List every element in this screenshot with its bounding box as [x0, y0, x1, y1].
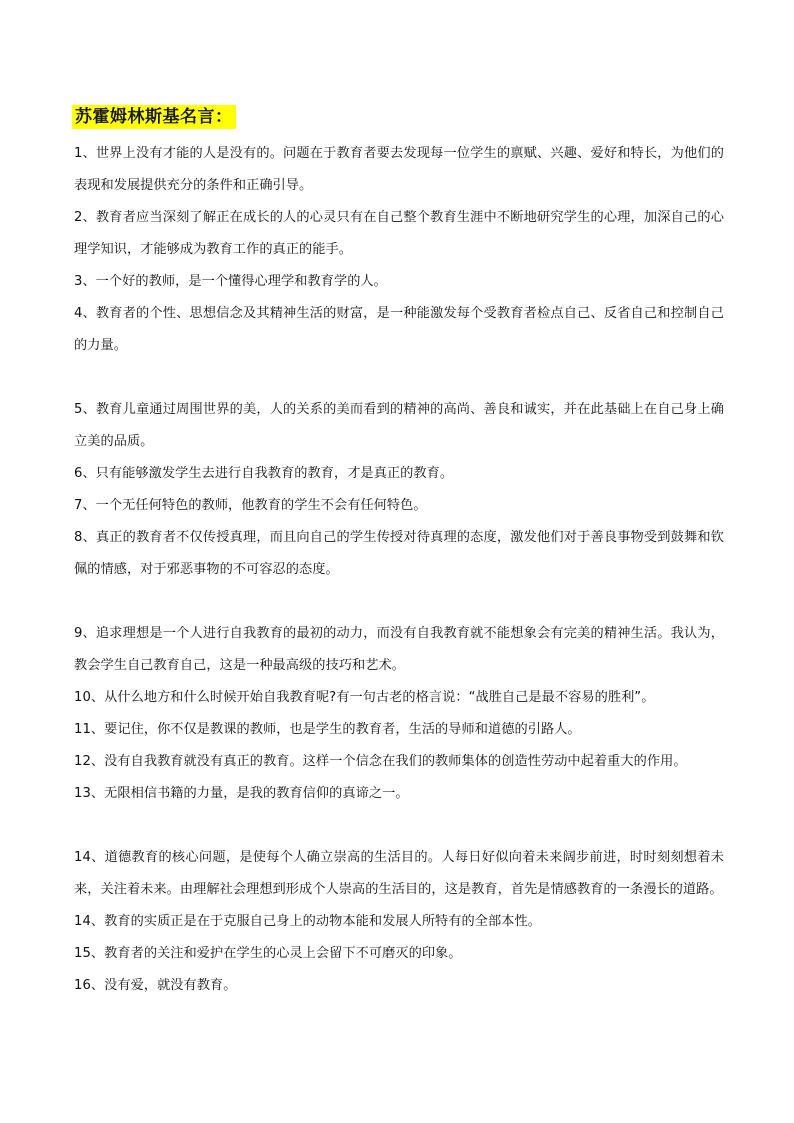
quote-14a: 14、道德教育的核心问题，是使每个人确立崇高的生活目的。人每日好似向着未来阔步前进，时时刻刻想着未来，关注着未来。由理解社会理想到形成个人崇高的生活目的，这是教育，首先是情感教育的一条漫长的道路。 [74, 850, 724, 897]
quote-14b: 14、教育的实质正是在于克服自己身上的动物本能和发展人所特有的全部本性。 [74, 914, 541, 929]
quote-13: 13、无限相信书籍的力量，是我的教育信仰的真谛之一。 [74, 786, 409, 801]
quote-4: 4、教育者的个性、思想信念及其精神生活的财富，是一种能激发每个受教育者检点自己、反省自己和控制自己的力量。 [74, 306, 724, 353]
section-gap [74, 810, 724, 842]
page-title: 苏霍姆林斯基名言： [72, 105, 236, 129]
section-gap [74, 362, 724, 394]
quote-10: 10、从什么地方和什么时候开始自我教育呢?有一句古老的格言说：“战胜自己是最不容易的胜利”。 [74, 690, 655, 705]
quote-7: 7、一个无任何特色的教师，他教育的学生不会有任何特色。 [74, 498, 427, 513]
quote-6: 6、只有能够激发学生去进行自我教育的教育，才是真正的教育。 [74, 466, 454, 481]
quote-5: 5、教育儿童通过周围世界的美，人的关系的美而看到的精神的高尚、善良和诚实，并在此基础上在自己身上确立美的品质。 [74, 402, 724, 449]
quote-9: 9、追求理想是一个人进行自我教育的最初的动力，而没有自我教育就不能想象会有完美的精神生活。我认为，教会学生自己教育自己，这是一种最高级的技巧和艺术。 [74, 626, 724, 673]
quote-11: 11、要记住，你不仅是教课的教师，也是学生的教育者，生活的导师和道德的引路人。 [74, 722, 581, 737]
quote-12: 12、没有自我教育就没有真正的教育。这样一个信念在我们的教师集体的创造性劳动中起着重大的作用。 [74, 754, 687, 769]
section-gap [74, 586, 724, 618]
quote-16: 16、没有爱，就没有教育。 [74, 978, 237, 993]
quote-15: 15、教育者的关注和爱护在学生的心灵上会留下不可磨灭的印象。 [74, 946, 462, 961]
quote-8: 8、真正的教育者不仅传授真理，而且向自己的学生传授对待真理的态度，激发他们对于善良事物受到鼓舞和钦佩的情感，对于邪恶事物的不可容忍的态度。 [74, 530, 724, 577]
quote-3: 3、一个好的教师，是一个懂得心理学和教育学的人。 [74, 274, 387, 289]
quote-2: 2、教育者应当深刻了解正在成长的人的心灵只有在自己整个教育生涯中不断地研究学生的心理，加深自己的心理学知识，才能够成为教育工作的真正的能手。 [74, 210, 724, 257]
quote-1: 1、世界上没有才能的人是没有的。问题在于教育者要去发现每一位学生的禀赋、兴趣、爱好和特长，为他们的表现和发展提供充分的条件和正确引导。 [74, 146, 724, 193]
quotes-list [74, 138, 724, 1002]
